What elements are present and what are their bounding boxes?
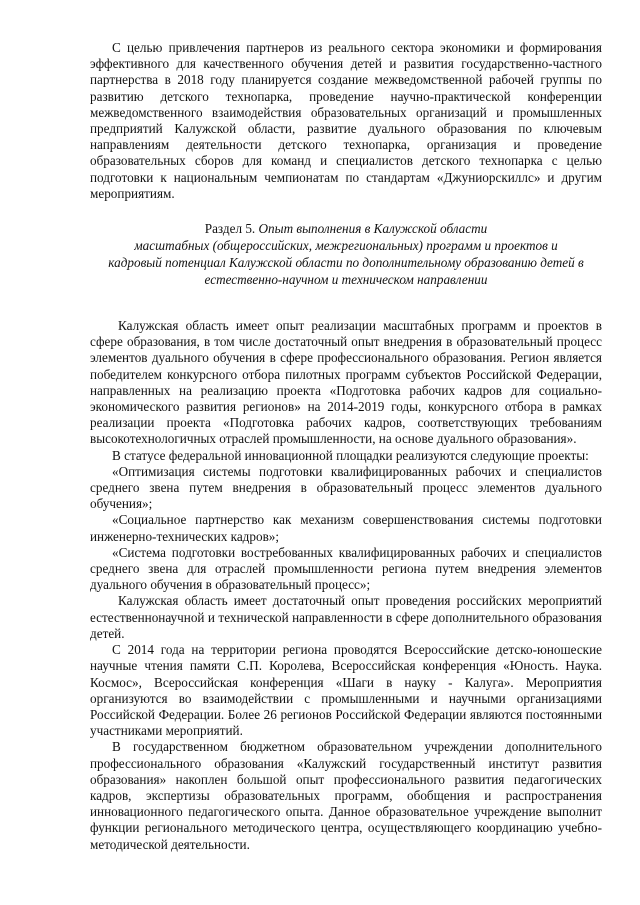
section-heading-line-1 (90, 220, 602, 237)
section-title-line-1: Опыт выполнения в Калужской области (258, 221, 488, 237)
section-title-line-2: масштабных (общероссийских, межрегиональных) программ и проектов и (134, 238, 558, 254)
paragraph-events-experience: Калужская область имеет достаточный опыт проведения российских мероприятий естественнонаучной и технической направленности в сфере дополнительного образования детей. (90, 593, 602, 641)
document-page (90, 40, 602, 853)
paragraph-project-partnership: «Социальное партнерство как механизм совершенствования системы подготовки инженерно-технических кадров»; (90, 512, 602, 544)
paragraph-readings-since-2014: С 2014 года на территории региона проводятся Всероссийские детско-юношеские научные чтения памяти С.П. Королева, Всероссийская конференция «Юность. Наука. Космос», Всероссийская конференция «Шаги в науку - Калуга». Мероприятия организуются во взаимодействии с промышленными и научными организациями Российской Федерации. Более 26 регионов Российской Федерации являются постоянными участниками мероприятий. (90, 642, 602, 739)
paragraph-innovation-status: В статусе федеральной инновационной площадки реализуются следующие проекты: (112, 447, 589, 463)
section-heading (90, 220, 602, 288)
paragraph-project-optimization: «Оптимизация системы подготовки квалифицированных рабочих и специалистов среднего звена путем внедрения в образовательный процесс элементов дуального обучения»; (90, 463, 602, 512)
intro-paragraph: С целью привлечения партнеров из реального сектора экономики и формирования эффективного для качественного обучения детей и развития государственно-частного партнерства в 2018 году планируется создание межведомственной рабочей группы по развитию детского технопарка, проведение научно-практической конференции межведомственного взаимодействия образовательных организаций и промышленных предприятий Калужской области, развитие дуального образования по ключевым направлениям деятельности детского технопарка, организация и проведение образовательных сборов для команд и специалистов детского технопарка с целью подготовки к национальным чемпионатам по стандартам «Джуниорскиллс» и другим мероприятиям. (90, 40, 602, 201)
section-title-line-4: естественно-научном и техническом направлении (204, 272, 488, 288)
paragraph-institute-experience: В государственном бюджетном образовательном учреждении дополнительного профессионального образования «Калужский государственный институт развития образования» накоплен большой опыт профессионального развития педагогических кадров, экспертизы образовательных программ, обобщения и распространения инновационного педагогического опыта. Данное образовательное учреждение выполнит функции регионального методического центра, осуществляющего координацию учебно-методической деятельности. (90, 739, 602, 852)
section-label: Раздел 5. (204, 221, 256, 237)
section-title-line-3: кадровый потенциал Калужской области по дополнительному образованию детей в (108, 255, 584, 271)
paragraph-region-experience: Калужская область имеет опыт реализации масштабных программ и проектов в сфере образования, в том числе достаточный опыт внедрения в образовательный процесс элементов дуального обучения в сфере профессионального образования. Регион является победителем конкурсного отбора пилотных программ субъектов Российской Федерации, направленных на реализацию проекта «Подготовка рабочих кадров для социально-экономического развития регионов» на 2014-2019 годы, конкурсного отбора в рамках реализации проекта «Подготовка рабочих кадров, соответствующих требованиям высокотехнологичных отраслей промышленности, на основе дуального образования». (90, 318, 602, 447)
paragraph-project-training-system: «Система подготовки востребованных квалифицированных рабочих и специалистов среднего звена для отраслей промышленности региона путем внедрения элементов дуального обучения в образовательный процесс»; (90, 544, 602, 593)
